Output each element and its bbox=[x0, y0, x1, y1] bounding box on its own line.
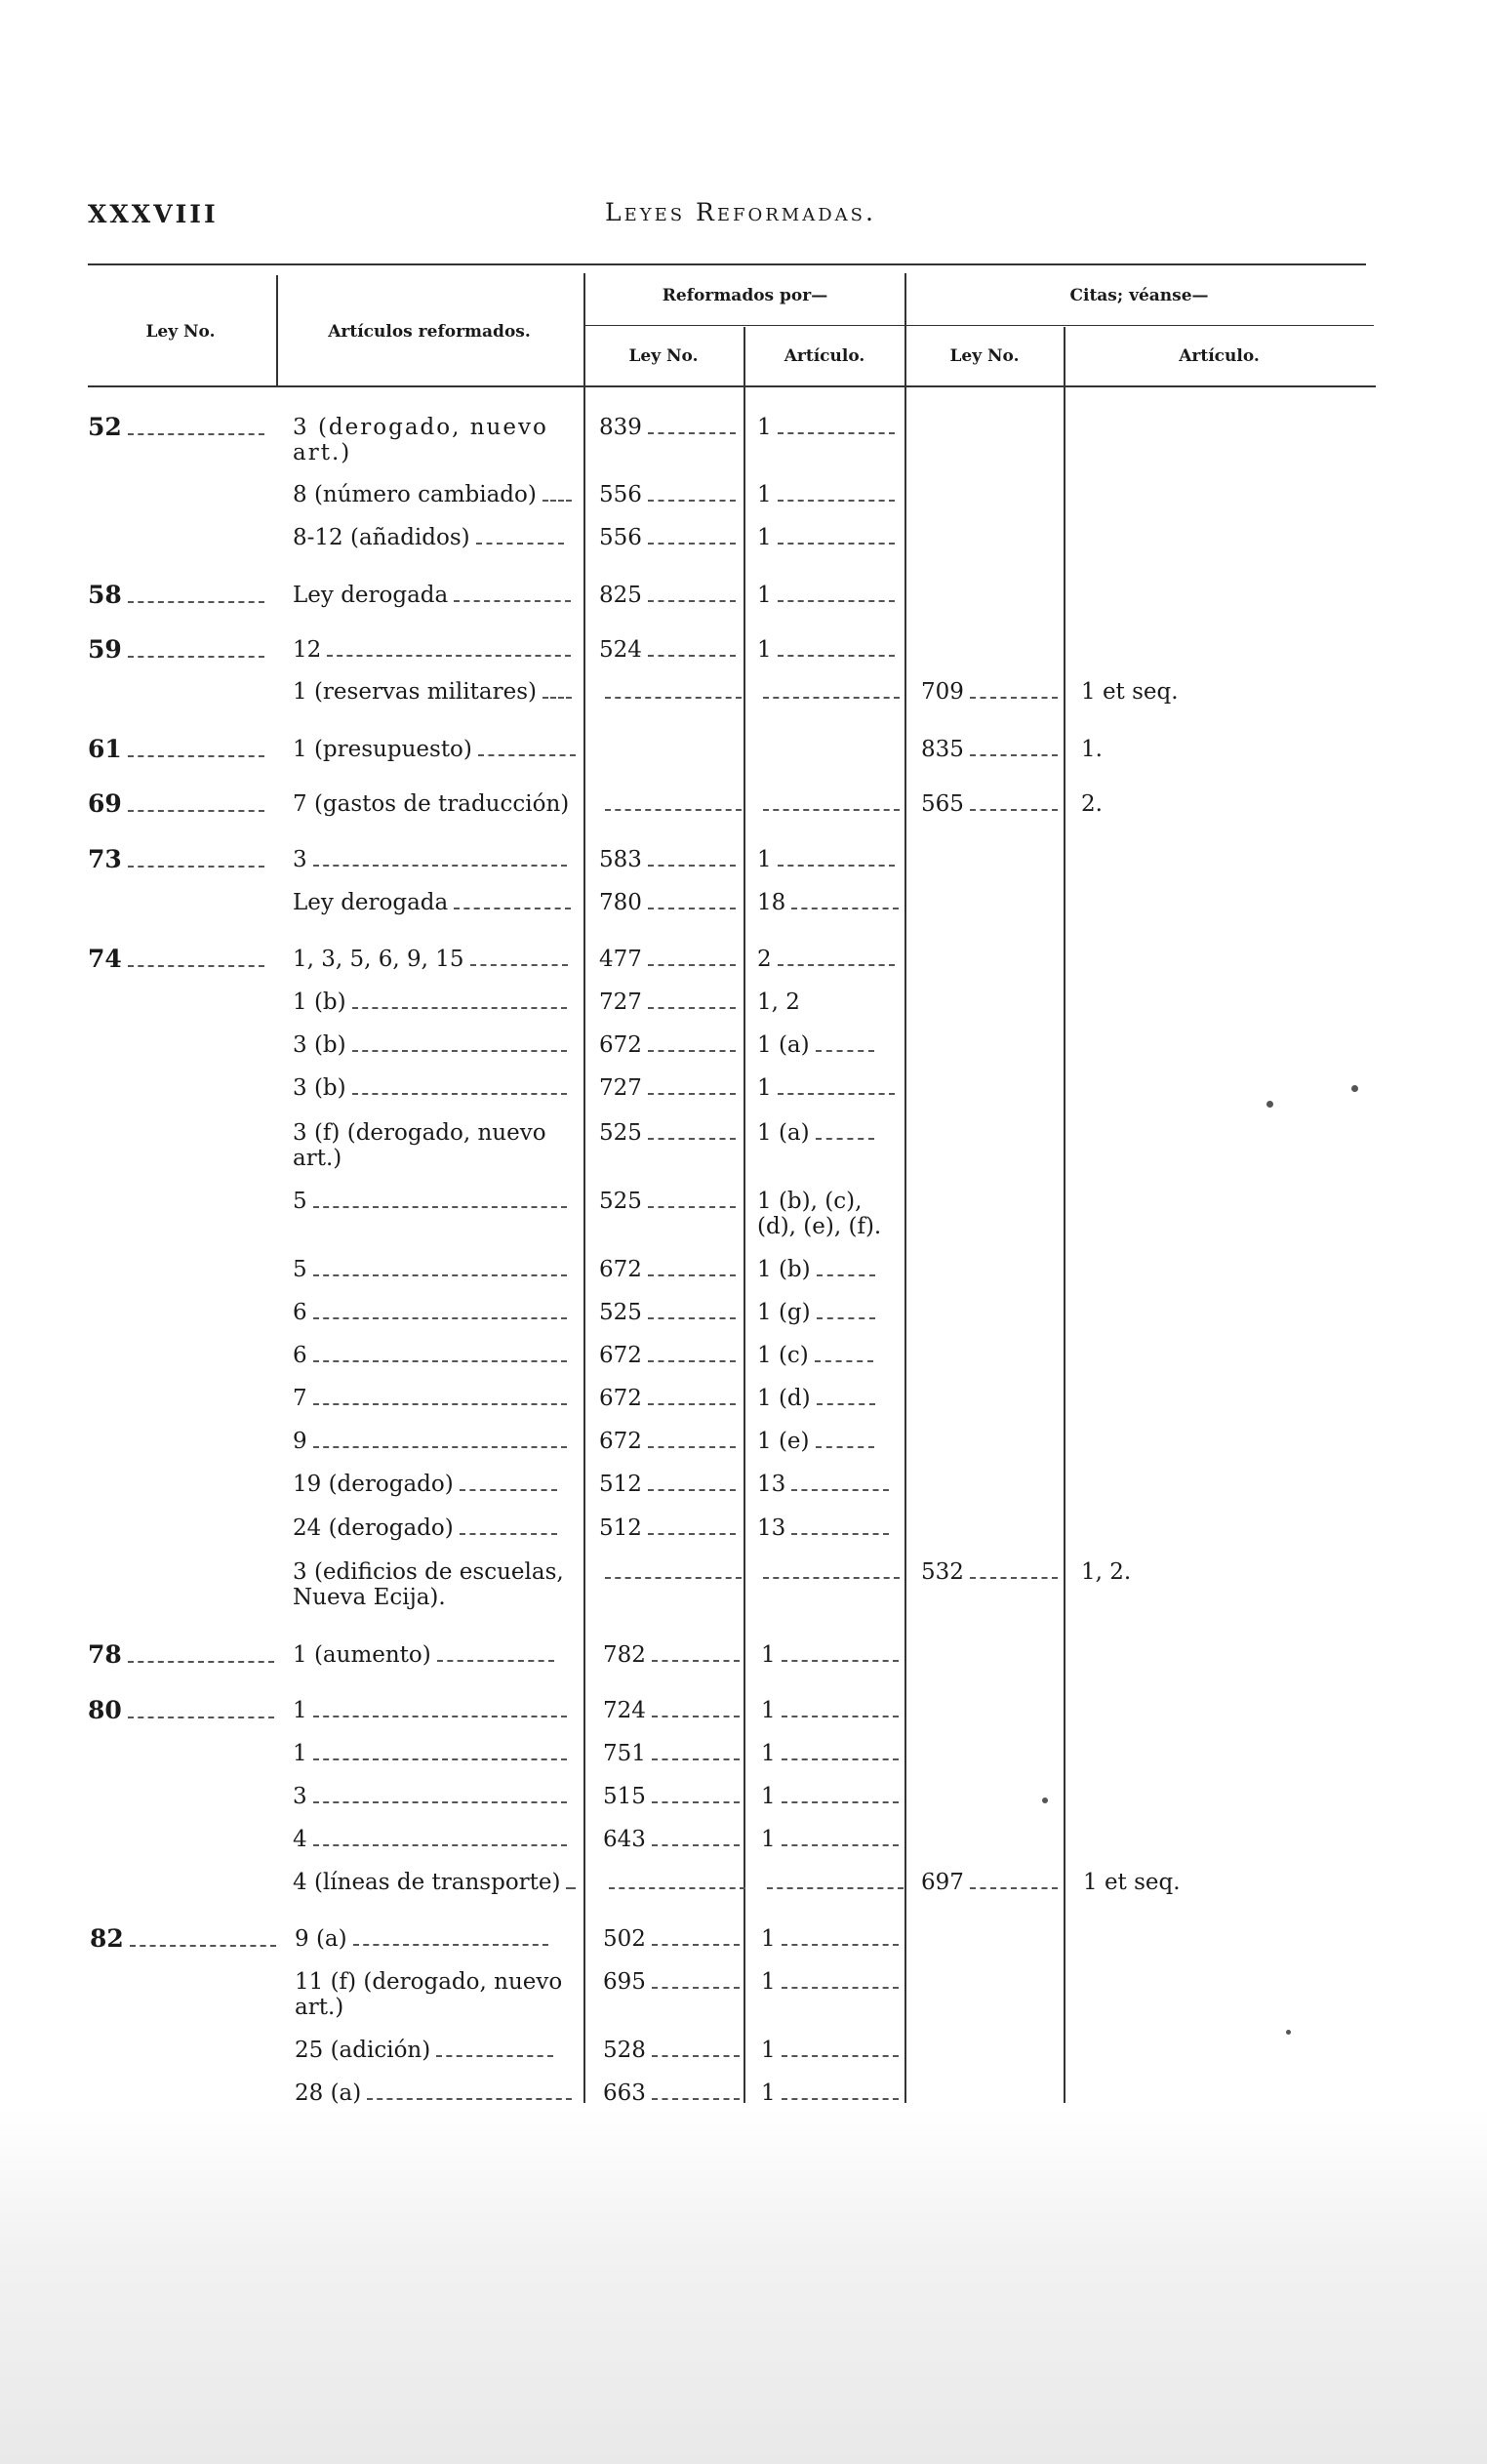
ley-number: 73 bbox=[88, 847, 264, 872]
header-sub-articulo: Artículo. bbox=[784, 346, 865, 366]
ley-number: 52 bbox=[88, 415, 264, 440]
reformado-articulo: 1 (a) bbox=[757, 1120, 874, 1146]
reformado-ley: 727 bbox=[599, 1075, 736, 1101]
header-sub-ley-no-2: Ley No. bbox=[949, 346, 1020, 366]
reformado-ley: 663 bbox=[603, 2080, 740, 2106]
reformado-ley bbox=[599, 791, 742, 817]
articulo-cell: 8-12 (añadidos) bbox=[293, 525, 564, 550]
articulo-cell: 25 (adición) bbox=[295, 2038, 553, 2063]
articulo-cell: 9 bbox=[293, 1429, 567, 1454]
articulo-cell: 5 bbox=[293, 1189, 567, 1214]
reformado-ley: 782 bbox=[603, 1642, 740, 1668]
page-title: Leyes Reformadas. bbox=[605, 198, 876, 226]
reformado-articulo: 1 bbox=[761, 1926, 899, 1952]
col-divider-citas bbox=[904, 273, 906, 2103]
articulo-cell: 12 bbox=[293, 637, 571, 663]
reformado-ley: 695 bbox=[603, 1969, 740, 1995]
reformado-articulo: 1 bbox=[757, 415, 895, 440]
reformado-ley: 724 bbox=[603, 1698, 740, 1723]
reformado-articulo: 1 bbox=[757, 525, 895, 550]
articulo-cell: 6 bbox=[293, 1300, 567, 1325]
articulo-cell: Ley derogada bbox=[293, 890, 571, 915]
col-divider-reformados bbox=[744, 327, 745, 2103]
reformado-articulo bbox=[757, 791, 900, 817]
articulo-cell: 3 (b) bbox=[293, 1075, 567, 1101]
ley-number: 61 bbox=[88, 737, 264, 762]
reformado-ley: 512 bbox=[599, 1472, 736, 1497]
reformado-ley: 583 bbox=[599, 847, 736, 872]
articulo-cell: 1 bbox=[293, 1741, 567, 1766]
cita-articulo: 1 et seq. bbox=[1083, 1870, 1181, 1895]
reformado-articulo: 1 bbox=[761, 2038, 899, 2063]
ley-number: 74 bbox=[88, 947, 264, 972]
header-sub-ley-no: Ley No. bbox=[628, 346, 699, 366]
articulo-cell: 7 bbox=[293, 1386, 567, 1411]
reformado-ley: 751 bbox=[603, 1741, 740, 1766]
articulo-cell: 3 (b) bbox=[293, 1032, 567, 1058]
scan-speck bbox=[1286, 2030, 1291, 2035]
reformado-articulo bbox=[757, 1559, 900, 1585]
articulo-cell: 5 bbox=[293, 1257, 567, 1282]
header-reformados-por: Reformados por— bbox=[662, 286, 828, 305]
articulo-cell: 19 (derogado) bbox=[293, 1472, 557, 1497]
reformado-ley: 672 bbox=[599, 1257, 736, 1282]
articulo-cell: 1 (aumento) bbox=[293, 1642, 554, 1668]
reformado-articulo: 1 (a) bbox=[757, 1032, 874, 1058]
reformado-articulo bbox=[757, 679, 900, 705]
reformado-ley: 524 bbox=[599, 637, 736, 663]
articulo-cell: 3 (derogado, nuevo art.) bbox=[293, 415, 548, 465]
reformado-ley: 477 bbox=[599, 947, 736, 972]
reformado-ley: 672 bbox=[599, 1429, 736, 1454]
reformado-articulo: 1 (d) bbox=[757, 1386, 875, 1411]
reformado-articulo: 1 bbox=[761, 2080, 899, 2106]
articulo-cell: 11 (f) (derogado, nuevo art.) bbox=[295, 1969, 563, 2020]
col-divider-citas-art bbox=[1064, 327, 1065, 2103]
articulo-cell: 3 bbox=[293, 1784, 567, 1809]
reformado-ley: 515 bbox=[603, 1784, 740, 1809]
reformado-articulo: 1 bbox=[757, 482, 895, 507]
ley-number: 58 bbox=[88, 583, 264, 608]
cita-ley: 835 bbox=[921, 737, 1058, 762]
header-sub-articulo-2: Artículo. bbox=[1179, 346, 1260, 366]
reformado-articulo: 1 bbox=[757, 583, 895, 608]
articulo-cell: 9 (a) bbox=[295, 1926, 548, 1952]
header-articulos-reformados: Artículos reformados. bbox=[328, 322, 531, 342]
articulo-cell: 1 bbox=[293, 1698, 567, 1723]
cita-ley: 565 bbox=[921, 791, 1058, 817]
reformado-ley: 512 bbox=[599, 1515, 736, 1541]
reformado-articulo: 1 bbox=[761, 1969, 899, 1995]
reformado-articulo: 1 bbox=[757, 1075, 895, 1101]
scan-speck bbox=[1042, 1798, 1048, 1803]
reformado-ley: 839 bbox=[599, 415, 736, 440]
articulo-cell: 8 (número cambiado) bbox=[293, 482, 572, 507]
articulo-cell: 1 (presupuesto) bbox=[293, 737, 576, 762]
articulo-cell: 6 bbox=[293, 1343, 567, 1368]
reformado-ley: 525 bbox=[599, 1300, 736, 1325]
ley-number: 82 bbox=[90, 1926, 276, 1952]
citas-rule bbox=[905, 325, 1374, 326]
header-bottom-rule bbox=[88, 385, 1376, 387]
cita-articulo: 1. bbox=[1081, 737, 1103, 762]
table-top-rule bbox=[88, 263, 1366, 265]
reformado-articulo: 1 (b) bbox=[757, 1257, 875, 1282]
reformados-rule bbox=[583, 325, 905, 326]
ley-number: 69 bbox=[88, 791, 264, 817]
reformado-articulo bbox=[761, 1870, 904, 1895]
reformado-ley: 672 bbox=[599, 1386, 736, 1411]
reformado-articulo: 1 bbox=[761, 1741, 899, 1766]
reformado-articulo: 1 bbox=[761, 1698, 899, 1723]
page-bottom-shade bbox=[0, 2108, 1487, 2464]
scan-speck bbox=[1351, 1085, 1358, 1092]
articulo-cell: 1 (b) bbox=[293, 990, 567, 1015]
reformado-articulo: 1 bbox=[757, 847, 895, 872]
reformado-ley: 556 bbox=[599, 525, 736, 550]
articulo-cell: 1 (reservas militares) bbox=[293, 679, 572, 705]
reformado-ley: 825 bbox=[599, 583, 736, 608]
reformado-ley: 502 bbox=[603, 1926, 740, 1952]
reformado-articulo: 1, 2 bbox=[757, 990, 800, 1015]
cita-ley: 532 bbox=[921, 1559, 1058, 1585]
scan-speck bbox=[1266, 1101, 1273, 1108]
cita-articulo: 2. bbox=[1081, 791, 1103, 817]
reformado-articulo: 2 bbox=[757, 947, 895, 972]
page-number: XXXVIII bbox=[88, 200, 219, 228]
articulo-cell: 4 bbox=[293, 1827, 567, 1852]
articulo-cell: 1, 3, 5, 6, 9, 15 bbox=[293, 947, 568, 972]
reformado-ley: 780 bbox=[599, 890, 736, 915]
cita-ley: 697 bbox=[921, 1870, 1058, 1895]
reformado-articulo: 1 bbox=[761, 1784, 899, 1809]
cita-ley: 709 bbox=[921, 679, 1058, 705]
articulo-cell: 3 bbox=[293, 847, 567, 872]
reformado-articulo: 13 bbox=[757, 1515, 889, 1541]
articulo-cell: 7 (gastos de traducción) bbox=[293, 791, 570, 817]
reformado-ley: 672 bbox=[599, 1032, 736, 1058]
reformado-ley: 528 bbox=[603, 2038, 740, 2063]
reformado-ley: 643 bbox=[603, 1827, 740, 1852]
ley-number: 59 bbox=[88, 637, 264, 663]
col-divider-articulos bbox=[583, 273, 585, 2103]
reformado-articulo: 1 bbox=[757, 637, 895, 663]
ley-number: 80 bbox=[88, 1698, 274, 1723]
reformado-articulo: 1 (g) bbox=[757, 1300, 875, 1325]
reformado-ley: 556 bbox=[599, 482, 736, 507]
header-ley-no: Ley No. bbox=[145, 322, 216, 342]
reformado-articulo: 1 bbox=[761, 1827, 899, 1852]
reformado-ley: 525 bbox=[599, 1189, 736, 1214]
reformado-articulo: 1 (e) bbox=[757, 1429, 874, 1454]
reformado-ley: 525 bbox=[599, 1120, 736, 1146]
header-citas-veanse: Citas; véanse— bbox=[1069, 286, 1209, 305]
reformado-ley bbox=[599, 679, 742, 705]
articulo-cell: 24 (derogado) bbox=[293, 1515, 557, 1541]
ley-number: 78 bbox=[88, 1642, 274, 1668]
reformado-ley bbox=[603, 1870, 745, 1895]
reformado-articulo: 13 bbox=[757, 1472, 889, 1497]
cita-articulo: 1, 2. bbox=[1081, 1559, 1132, 1585]
reformado-ley bbox=[599, 1559, 742, 1585]
articulo-cell: 28 (a) bbox=[295, 2080, 572, 2106]
articulo-cell: 3 (f) (derogado, nuevo art.) bbox=[293, 1120, 546, 1171]
articulo-cell: 4 (líneas de transporte) bbox=[293, 1870, 576, 1895]
reformado-articulo: 1 bbox=[761, 1642, 899, 1668]
reformado-ley: 672 bbox=[599, 1343, 736, 1368]
articulo-cell: 3 (edificios de escuelas, Nueva Ecija). bbox=[293, 1559, 564, 1610]
reformado-articulo: 18 bbox=[757, 890, 899, 915]
reformado-articulo: 1 (c) bbox=[757, 1343, 873, 1368]
cita-articulo: 1 et seq. bbox=[1081, 679, 1179, 705]
reformado-ley: 727 bbox=[599, 990, 736, 1015]
articulo-cell: Ley derogada bbox=[293, 583, 571, 608]
reformado-articulo: 1 (b), (c), (d), (e), (f). bbox=[757, 1189, 882, 1239]
